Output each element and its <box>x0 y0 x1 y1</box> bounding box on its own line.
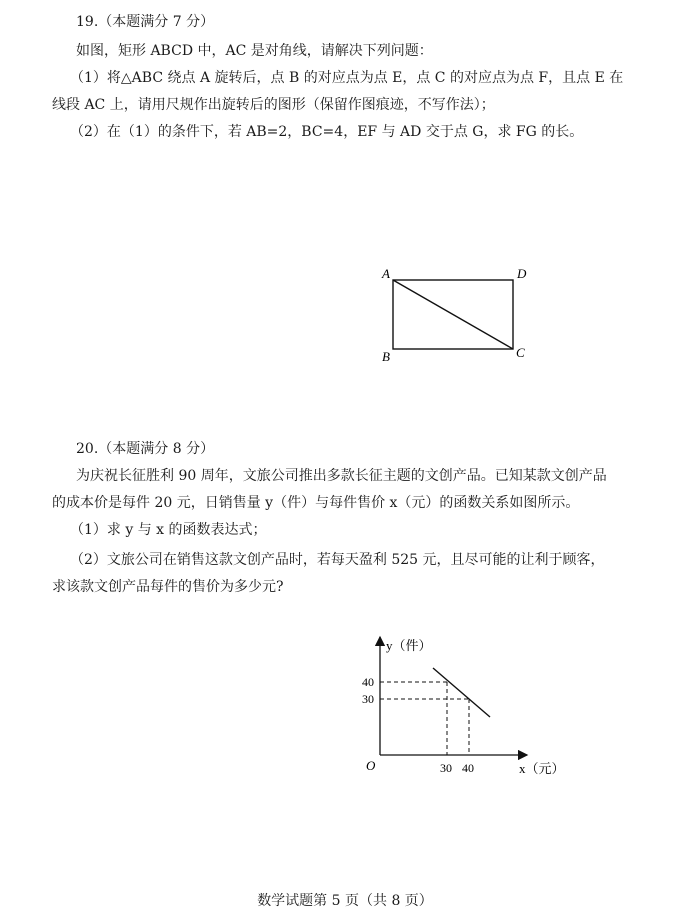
x-tick-30: 30 <box>440 761 452 775</box>
origin-label: O <box>366 758 376 773</box>
y-axis-label: y（件） <box>386 638 432 653</box>
q20-line1: 为庆祝长征胜利 90 周年，文旅公司推出多款长征主题的文创产品。已知某款文创产品 <box>76 468 607 484</box>
x-axis-label: x（元） <box>519 761 565 776</box>
label-c: C <box>516 345 525 360</box>
q20-part1: （1）求 y 与 x 的函数表达式； <box>70 522 267 538</box>
q20-part2-line2: 求该款文创产品每件的售价为多少元? <box>52 579 284 595</box>
function-graph <box>355 630 565 780</box>
label-b: B <box>382 349 390 364</box>
label-d: D <box>517 266 527 281</box>
q19-part1-line2: 线段 AC 上，请用尺规作出旋转后的图形（保留作图痕迹，不写作法）； <box>52 97 495 113</box>
q20-line2: 的成本价是每件 20 元，日销售量 y（件）与每件售价 x（元）的函数关系如图所示。 <box>52 495 580 511</box>
q19-part1-line1: （1）将△ABC 绕点 A 旋转后，点 B 的对应点为点 E，点 C 的对应点为点 F，且点 E 在 <box>70 70 624 86</box>
q19-intro: 如图，矩形 ABCD 中，AC 是对角线，请解决下列问题： <box>76 43 433 59</box>
page-footer: 数学试题第 5 页（共 8 页） <box>257 893 433 909</box>
diagonal-ac <box>393 280 513 349</box>
function-line <box>433 668 490 717</box>
q20-header: 20.（本题满分 8 分） <box>76 441 215 457</box>
q19-part2: （2）在（1）的条件下，若 AB=2，BC=4，EF 与 AD 交于点 G，求 FG 的长。 <box>70 124 584 140</box>
x-tick-40: 40 <box>462 761 474 775</box>
q20-part2-line1: （2）文旅公司在销售这款文创产品时，若每天盈利 525 元，且尽可能的让利于顾客， <box>70 552 605 568</box>
rectangle-figure <box>370 258 540 370</box>
q19-header: 19.（本题满分 7 分） <box>76 14 215 30</box>
y-tick-30: 30 <box>362 692 374 706</box>
label-a: A <box>382 266 390 281</box>
y-tick-40: 40 <box>362 675 374 689</box>
